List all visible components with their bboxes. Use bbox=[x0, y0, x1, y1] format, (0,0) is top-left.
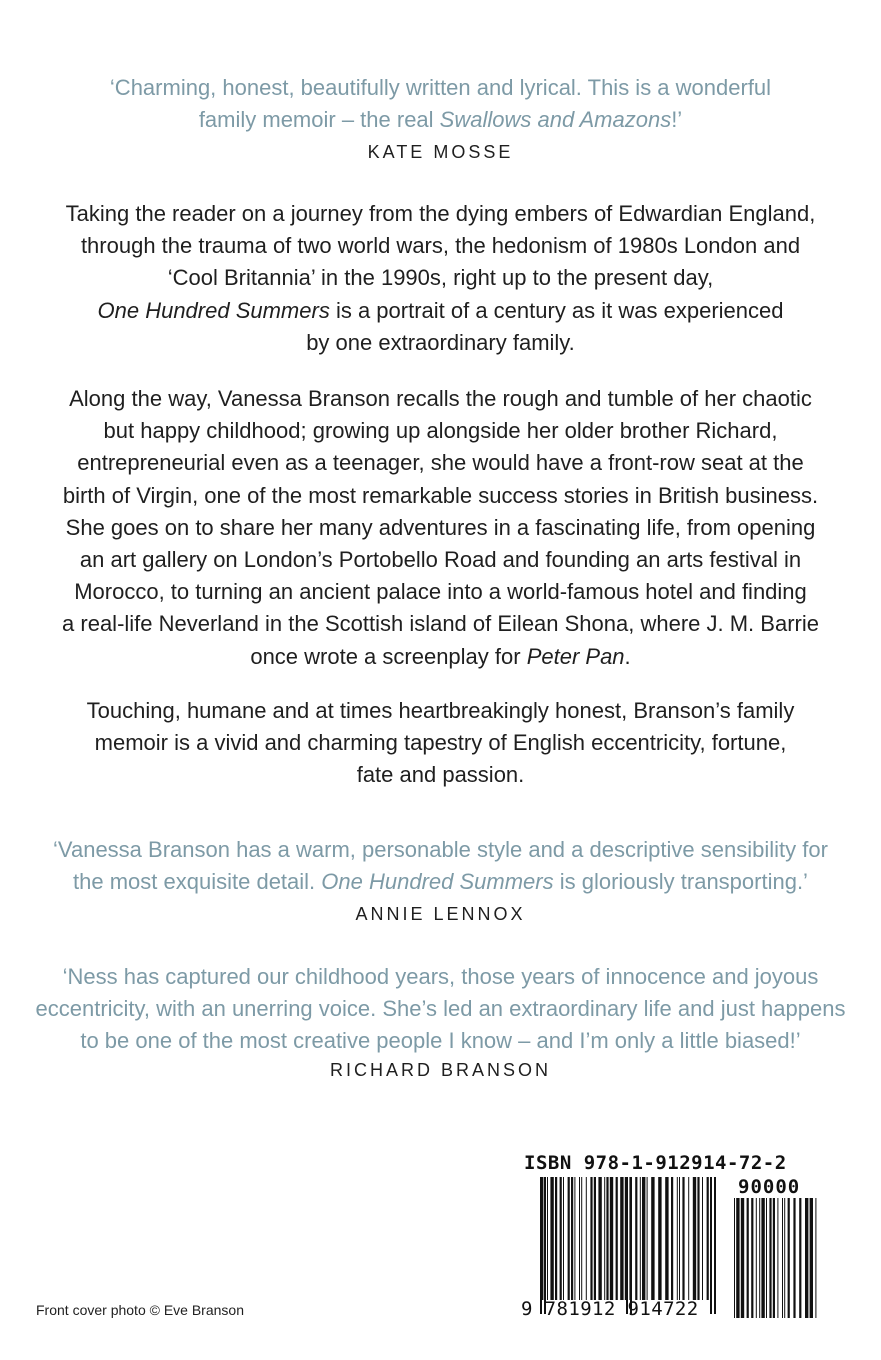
barcode-bar bbox=[555, 1177, 557, 1300]
barcode-bar bbox=[766, 1198, 767, 1318]
barcode-bar bbox=[736, 1198, 739, 1318]
barcode-bar bbox=[651, 1177, 654, 1300]
barcode-bar bbox=[741, 1198, 744, 1318]
quote-line: family memoir – the real Swallows and Amazons!’ bbox=[198, 107, 683, 132]
barcode-digits: 9 781912 914722 bbox=[521, 1298, 699, 1320]
barcode-bar bbox=[581, 1177, 582, 1300]
barcode-bar bbox=[563, 1177, 564, 1300]
quote-author-richard-branson: RICHARD BRANSON bbox=[329, 1060, 552, 1080]
barcode-bar bbox=[677, 1177, 678, 1300]
barcode-bar bbox=[640, 1177, 641, 1300]
barcode-bar bbox=[642, 1177, 645, 1300]
barcode-bar bbox=[635, 1177, 637, 1300]
barcode-guard-bar bbox=[626, 1177, 628, 1314]
barcode-guard-bar bbox=[710, 1177, 712, 1314]
barcode-bar bbox=[751, 1198, 753, 1318]
quote-annie-lennox: ‘Vanessa Branson has a warm, personable style and a descriptive sensibility for the most exquisite detail. One Hundred Summers is gloriously transporting.’ bbox=[53, 837, 828, 894]
barcode-bar bbox=[693, 1177, 696, 1300]
barcode-bar bbox=[598, 1177, 601, 1300]
blurb-paragraph-1: Taking the reader on a journey from the dying embers of Edwardian England, through the trauma of two world wars, the hedonism of 1980s London and ‘Cool Britannia’ in the 1990s, right up to the present day, One Hundred Summers is a portrait of a century as it was experienced by one extraordinary family. bbox=[65, 201, 816, 355]
quote-author-kate-mosse: KATE MOSSE bbox=[367, 142, 514, 162]
barcode-bar bbox=[590, 1177, 592, 1300]
barcode-bar bbox=[702, 1177, 703, 1300]
barcode-addon-bars bbox=[734, 1198, 816, 1318]
barcode-main-bars bbox=[540, 1177, 716, 1314]
barcode-bar bbox=[769, 1198, 771, 1318]
barcode-guard-bar bbox=[544, 1177, 546, 1314]
barcode-guard-bar bbox=[714, 1177, 716, 1314]
barcode-bar bbox=[610, 1177, 613, 1300]
book-title-peter-pan: Peter Pan bbox=[526, 643, 625, 669]
barcode-bar bbox=[734, 1198, 735, 1318]
barcode-bar bbox=[679, 1177, 680, 1300]
barcode-bar bbox=[647, 1177, 648, 1300]
barcode-bar bbox=[784, 1198, 785, 1318]
barcode-bar bbox=[579, 1177, 580, 1300]
quote-author-annie-lennox: ANNIE LENNOX bbox=[355, 904, 526, 924]
barcode-bar bbox=[793, 1198, 795, 1318]
quote-line: ‘Charming, honest, beautifully written and lyrical. This is a wonderful bbox=[109, 75, 772, 100]
barcode-bar bbox=[799, 1198, 801, 1318]
cover-photo-credit: Front cover photo © Eve Branson bbox=[36, 1302, 244, 1318]
barcode-guard-bar bbox=[630, 1177, 632, 1314]
barcode-bar bbox=[550, 1177, 553, 1300]
barcode-bar bbox=[782, 1198, 783, 1318]
barcode-bar bbox=[815, 1198, 816, 1318]
barcode-bar bbox=[560, 1177, 562, 1300]
barcode-bar bbox=[747, 1198, 749, 1318]
price-addon-code: 90000 bbox=[738, 1176, 801, 1198]
barcode-bar bbox=[571, 1177, 573, 1300]
barcode-bar bbox=[594, 1177, 596, 1300]
barcode-bar bbox=[810, 1198, 813, 1318]
barcode-bar bbox=[568, 1177, 570, 1300]
barcode-bar bbox=[606, 1177, 608, 1300]
barcode-bar bbox=[574, 1177, 575, 1300]
barcode-bar bbox=[773, 1198, 775, 1318]
barcode-bar bbox=[756, 1198, 757, 1318]
barcode-bar bbox=[805, 1198, 808, 1318]
blurb-paragraph-2: Along the way, Vanessa Branson recalls the rough and tumble of her chaotic but happy childhood; growing up alongside her older brother Richard, entrepreneurial even as a teenager, she would have a front-row seat at the birth of Virgin, one of the most remarkable success stories in British business. She goes on to share her many adventures in a fascinating life, from opening an art gallery on London’s Portobello Road and founding an arts festival in Morocco, to turning an ancient palace into a world-famous hotel and finding a real-life Neverland in the Scottish island of Eilean Shona, where J. M. Barrie once wrote a screenplay for Peter Pan. bbox=[62, 386, 819, 669]
barcode-guard-bar bbox=[540, 1177, 542, 1314]
barcode-bar bbox=[665, 1177, 668, 1300]
barcode-bar bbox=[604, 1177, 605, 1300]
book-title: One Hundred Summers bbox=[321, 869, 554, 894]
barcode-bar bbox=[707, 1177, 709, 1300]
barcode-bar bbox=[777, 1198, 778, 1318]
barcode-bar bbox=[620, 1177, 623, 1300]
blurb-paragraph-3: Touching, humane and at times heartbreakingly honest, Branson’s family memoir is a vivid and charming tapestry of English eccentricity, fortune, fate and passion. bbox=[86, 698, 795, 788]
barcode-bar bbox=[658, 1177, 661, 1300]
barcode-bar bbox=[671, 1177, 673, 1300]
barcode-bar bbox=[616, 1177, 618, 1300]
barcode-bar bbox=[688, 1177, 689, 1300]
barcode-bar bbox=[586, 1177, 587, 1300]
isbn-label: ISBN 978-1-912914-72-2 bbox=[524, 1152, 787, 1174]
book-title: One Hundred Summers bbox=[97, 297, 330, 323]
barcode-bar bbox=[547, 1177, 548, 1300]
barcode-bar bbox=[697, 1177, 699, 1300]
barcode-bar bbox=[761, 1198, 764, 1318]
book-title-swallows: Swallows and Amazons bbox=[439, 107, 672, 132]
barcode-bar bbox=[759, 1198, 760, 1318]
barcode-bar bbox=[682, 1177, 684, 1300]
barcode-bar bbox=[788, 1198, 790, 1318]
quote-richard-branson: ‘Ness has captured our childhood years, those years of innocence and joyous eccentricity, with an unerring voice. She’s led an extraordinary life and just happens to be one of the most creative people I know – and I’m only a little biased!’ bbox=[35, 964, 846, 1053]
